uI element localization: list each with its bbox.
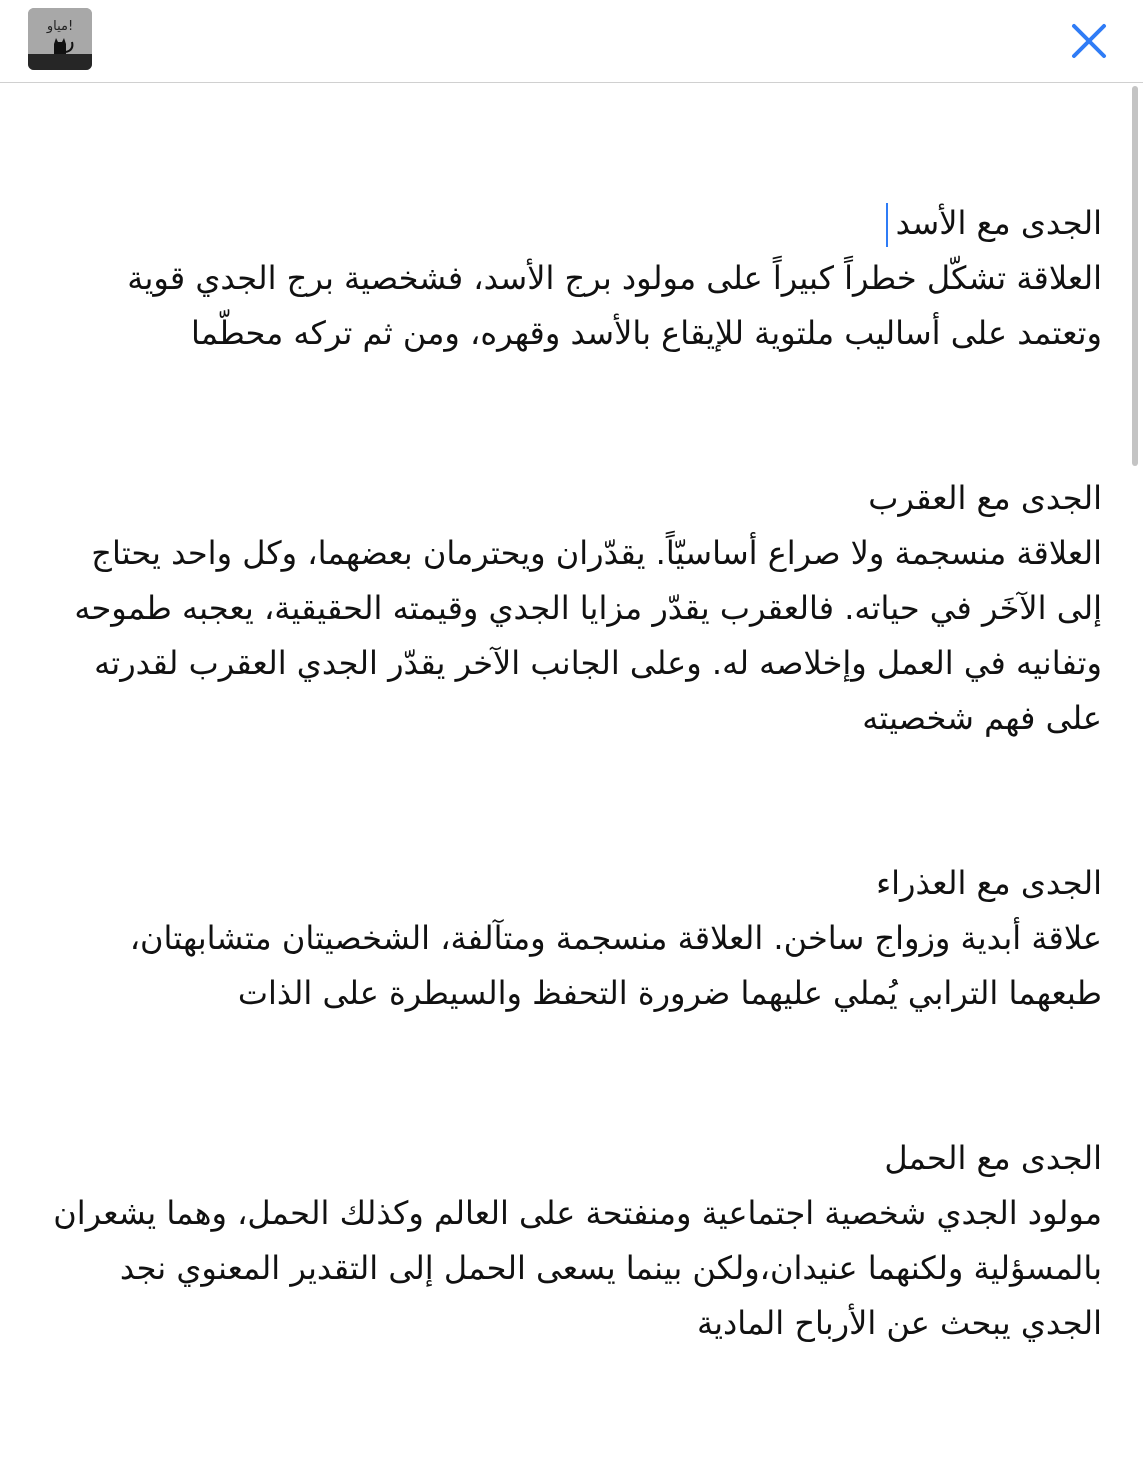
top-bar [0,0,1143,83]
section-body: العلاقة منسجمة ولا صراع أساسيّاً. يقدّران ويحترمان بعضهما، وكل واحد يحتاج إلى الآخَر في حياته. فالعقرب يقدّر مزايا الجدي وقيمته الحقيقية، يعجبه طموحه وتفانيه في العمل وإخلاصه له. وعلى الجانب الآخر يقدّر الجدي العقرب لقدرته على فهم شخصيته [74,534,1102,737]
cat-avatar-icon [28,8,92,70]
section-capricorn-leo [40,196,1102,361]
section-body: علاقة أبدية وزواج ساخن. العلاقة منسجمة ومتآلفة، الشخصيتان متشابهتان، طبعهما الترابي يُملي عليهما ضرورة التحفظ والسيطرة على الذات [129,919,1102,1012]
avatar[interactable] [28,8,92,70]
section-title: الجدى مع العقرب [868,479,1102,517]
scrollbar[interactable] [1132,86,1138,466]
section-capricorn-virgo [40,856,1102,1021]
close-button[interactable] [1066,18,1112,64]
section-title: الجدى مع الحمل [884,1139,1102,1177]
section-title: الجدى مع العذراء [876,864,1102,902]
section-capricorn-aries [40,1131,1102,1351]
section-title: الجدى مع الأسد [40,196,1102,251]
section-capricorn-scorpio [40,471,1102,746]
avatar-text: مياو! [46,19,74,34]
text-cursor [886,203,888,247]
text-editor[interactable] [40,196,1102,1461]
close-icon [1066,18,1112,64]
section-body: مولود الجدي شخصية اجتماعية ومنفتحة على العالم وكذلك الحمل، وهما يشعران بالمسؤلية ولكنهما عنيدان،ولكن بينما يسعى الحمل إلى التقدير المعنوي نجد الجدي يبحث عن الأرباح المادية [53,1194,1102,1342]
section-body: العلاقة تشكّل خطراً كبيراً على مولود برج الأسد، فشخصية برج الجدي قوية وتعتمد على أساليب ملتوية للإيقاع بالأسد وقهره، ومن ثم تركه محطّما [127,259,1102,352]
